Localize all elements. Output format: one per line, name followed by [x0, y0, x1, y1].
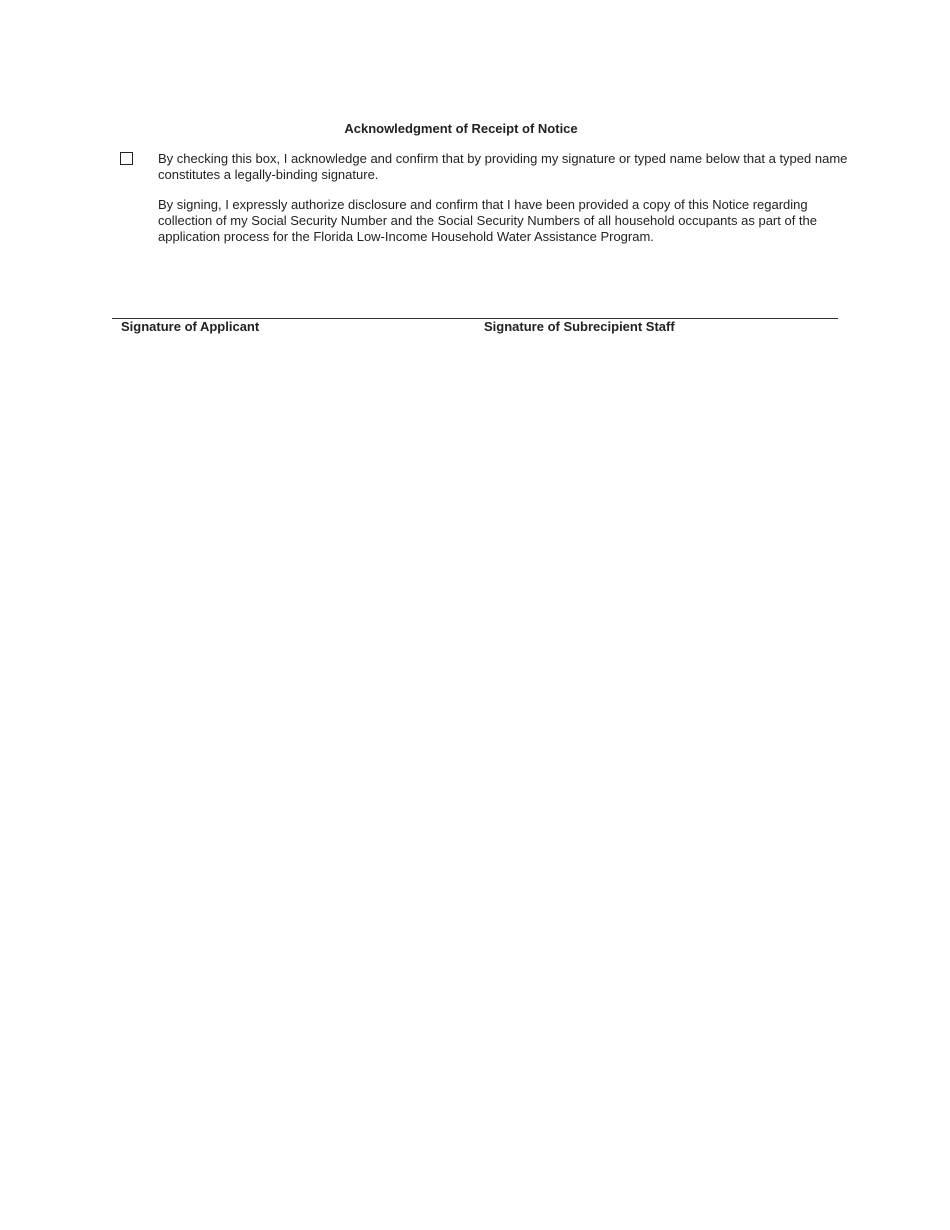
applicant-signature-label: Signature of Applicant: [121, 319, 260, 334]
staff-signature-label: Signature of Subrecipient Staff: [484, 319, 675, 334]
authorization-text: By signing, I expressly authorize disclosure and confirm that I have been provided a copy of this Notice regarding collection of my Social Security Number and the Social Security Numbers of all household occupants as part of the application process for the Florida Low-Income Household Water Assistance Program.: [158, 197, 818, 244]
acknowledgment-checkbox[interactable]: [120, 152, 133, 165]
page-title: Acknowledgment of Receipt of Notice: [344, 121, 578, 136]
acknowledgment-text: By checking this box, I acknowledge and confirm that by providing my signature or typed name below that a typed name constitutes a legally-binding signature.: [158, 151, 848, 182]
